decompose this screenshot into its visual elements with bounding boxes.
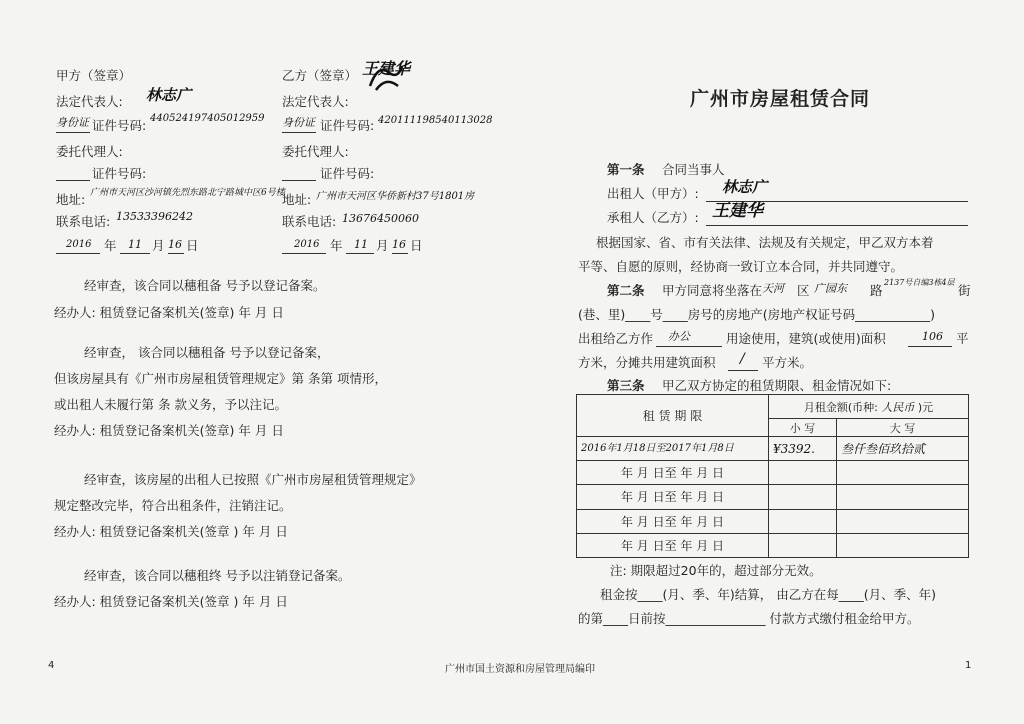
date-year-b: 2016 bbox=[294, 239, 320, 250]
footer-right-page: 1 bbox=[965, 660, 972, 671]
legal-rep-label-a: 法定代表人: bbox=[56, 94, 123, 109]
month-label-a: 月 bbox=[152, 238, 165, 253]
agent-id-label-a: 证件号码: bbox=[92, 166, 147, 181]
block2-line3: 或出租人未履行第 条 款义务，予以注记。 bbox=[54, 397, 287, 412]
usage-value: 办公 bbox=[668, 330, 690, 343]
party-b-label: 乙方（签章） bbox=[282, 68, 358, 83]
currency-value: 人民币 bbox=[881, 400, 915, 414]
art2-line3b: 用途使用，建筑(或使用)面积 bbox=[726, 331, 886, 346]
row-small bbox=[769, 509, 837, 533]
phone-value-a: 13533396242 bbox=[116, 210, 193, 223]
block3-line3: 经办人: 租赁登记备案机关(签章 ) 年 月 日 bbox=[54, 524, 288, 539]
row-big bbox=[837, 461, 969, 485]
row-period: 年 月 日至 年 月 日 bbox=[577, 533, 769, 557]
art2-head: 第二条 bbox=[607, 283, 645, 298]
art2-text2: 区 bbox=[797, 283, 810, 298]
block4-line2: 经办人: 租赁登记备案机关(签章 ) 年 月 日 bbox=[54, 594, 288, 609]
art2-line4b: 平方米。 bbox=[762, 355, 813, 370]
party-b-signature: 王建华 bbox=[362, 59, 411, 78]
art2-text4: 街 bbox=[958, 283, 971, 298]
col-period-header: 租 赁 期 限 bbox=[577, 395, 769, 437]
id-type-a: 身份证 bbox=[56, 116, 89, 129]
row-small bbox=[769, 533, 837, 557]
row-big: 叁仟叁佰玖拾贰 bbox=[837, 437, 969, 461]
table-row bbox=[577, 485, 969, 509]
art2-line3c: 平 bbox=[956, 331, 969, 346]
address-value-b: 广州市天河区华侨新村37号1801房 bbox=[316, 191, 475, 202]
table-row bbox=[577, 437, 969, 461]
road-value: 广园东 bbox=[814, 282, 847, 295]
phone-value-b: 13676450060 bbox=[342, 212, 419, 225]
date-day-a: 16 bbox=[168, 238, 182, 251]
row-period: 年 月 日至 年 月 日 bbox=[577, 485, 769, 509]
art2-text1: 甲方同意将坐落在 bbox=[662, 283, 763, 298]
col-big-header: 大 写 bbox=[837, 419, 969, 437]
date-year-a: 2016 bbox=[66, 239, 92, 250]
intro-line1: 根据国家、省、市有关法律、法规及有关规定，甲乙双方本着 bbox=[596, 235, 934, 250]
id-no-value-b: 420111198540113028 bbox=[378, 115, 493, 126]
footer-left-page: 4 bbox=[48, 660, 55, 671]
block2-line4: 经办人: 租赁登记备案机关(签章) 年 月 日 bbox=[54, 423, 284, 438]
legal-rep-label-b: 法定代表人: bbox=[282, 94, 349, 109]
art3-head: 第三条 bbox=[607, 378, 645, 393]
block4-line1: 经审查，该合同以穗租终 号予以注销登记备案。 bbox=[84, 568, 351, 583]
road-no-value: 2137号自编3栋4层 bbox=[884, 278, 955, 287]
phone-label-b: 联系电话: bbox=[282, 214, 337, 229]
agent-label-a: 委托代理人: bbox=[56, 144, 123, 159]
agent-id-label-b: 证件号码: bbox=[320, 166, 375, 181]
lessor-label: 出租人（甲方）: bbox=[607, 186, 699, 201]
area-value: 106 bbox=[922, 330, 943, 343]
agent-label-b: 委托代理人: bbox=[282, 144, 349, 159]
party-a-label: 甲方（签章） bbox=[56, 68, 132, 83]
payment-line1: 租金按____(月、季、年)结算， 由乙方在每____(月、季、年) bbox=[600, 587, 936, 602]
row-period: 2016年1月18日至2017年1月8日 bbox=[577, 437, 769, 461]
art2-line4a: 方米，分摊共用建筑面积 bbox=[578, 355, 716, 370]
rent-table bbox=[576, 394, 969, 558]
seal-mark bbox=[364, 56, 406, 98]
row-big bbox=[837, 533, 969, 557]
id-no-label-b: 证件号码: bbox=[320, 118, 375, 133]
id-no-label-a: 证件号码: bbox=[92, 118, 147, 133]
id-no-value-a: 440524197405012959 bbox=[150, 113, 265, 124]
row-big bbox=[837, 485, 969, 509]
lessor-value: 林志广 bbox=[722, 178, 768, 196]
row-small bbox=[769, 461, 837, 485]
footer-publisher: 广州市国土资源和房屋管理局编印 bbox=[445, 664, 595, 675]
row-period: 年 月 日至 年 月 日 bbox=[577, 461, 769, 485]
art2-text3: 路 bbox=[870, 283, 883, 298]
table-row bbox=[577, 461, 969, 485]
day-label-b: 日 bbox=[410, 238, 423, 253]
art1-head: 第一条 bbox=[607, 162, 645, 177]
address-label-a: 地址: bbox=[56, 192, 86, 207]
block1-line1: 经审查，该合同以穗租备 号予以登记备案。 bbox=[84, 278, 326, 293]
day-label-a: 日 bbox=[186, 238, 199, 253]
col-rent-unit: )元 bbox=[917, 400, 934, 414]
district-value: 天河 bbox=[762, 282, 784, 295]
shared-area-value: / bbox=[740, 351, 745, 367]
block1-line2: 经办人: 租赁登记备案机关(签章) 年 月 日 bbox=[54, 305, 284, 320]
art2-line3a: 出租给乙方作 bbox=[578, 331, 654, 346]
payment-line2: 的第____日前按________________ 付款方式缴付租金给甲方。 bbox=[578, 611, 920, 626]
art3-text: 甲乙双方协定的租赁期限、租金情况如下: bbox=[662, 378, 892, 393]
col-rent-header bbox=[769, 395, 969, 419]
date-month-b: 11 bbox=[354, 238, 368, 251]
year-label-a: 年 bbox=[104, 238, 117, 253]
row-big bbox=[837, 509, 969, 533]
table-row bbox=[577, 533, 969, 557]
address-label-b: 地址: bbox=[282, 192, 312, 207]
phone-label-a: 联系电话: bbox=[56, 214, 111, 229]
address-value-a: 广州市天河区沙河镇先烈东路北宁路城中区6号楼 bbox=[90, 188, 285, 198]
art1-text: 合同当事人 bbox=[662, 162, 725, 177]
col-rent-label: 月租金额(币种: bbox=[803, 400, 878, 414]
lessee-label: 承租人（乙方）: bbox=[607, 210, 699, 225]
date-month-a: 11 bbox=[128, 238, 142, 251]
term-note: 注: 期限超过20年的，超过部分无效。 bbox=[610, 563, 822, 578]
col-small-header: 小 写 bbox=[769, 419, 837, 437]
contract-title: 广州市房屋租赁合同 bbox=[689, 88, 870, 110]
block3-line1: 经审查，该房屋的出租人已按照《广州市房屋租赁管理规定》 bbox=[84, 472, 422, 487]
id-type-b: 身份证 bbox=[282, 116, 315, 129]
date-day-b: 16 bbox=[392, 238, 406, 251]
row-small: ¥3392. bbox=[769, 437, 837, 461]
legal-rep-value-a: 林志广 bbox=[146, 86, 192, 104]
row-small bbox=[769, 485, 837, 509]
block2-line1: 经审查， 该合同以穗租备 号予以登记备案， bbox=[84, 345, 330, 360]
intro-line2: 平等、自愿的原则，经协商一致订立本合同，并共同遵守。 bbox=[578, 259, 904, 274]
month-label-b: 月 bbox=[376, 238, 389, 253]
table-row bbox=[577, 509, 969, 533]
block2-line2: 但该房屋具有《广州市房屋租赁管理规定》第 条第 项情形， bbox=[54, 371, 387, 386]
year-label-b: 年 bbox=[330, 238, 343, 253]
block3-line2: 规定整改完毕，符合出租条件，注销注记。 bbox=[54, 498, 292, 513]
lessee-value: 王建华 bbox=[712, 201, 763, 221]
row-period: 年 月 日至 年 月 日 bbox=[577, 509, 769, 533]
art2-line2: (巷、里)____号____房号的房地产(房地产权证号码____________) bbox=[578, 307, 936, 322]
